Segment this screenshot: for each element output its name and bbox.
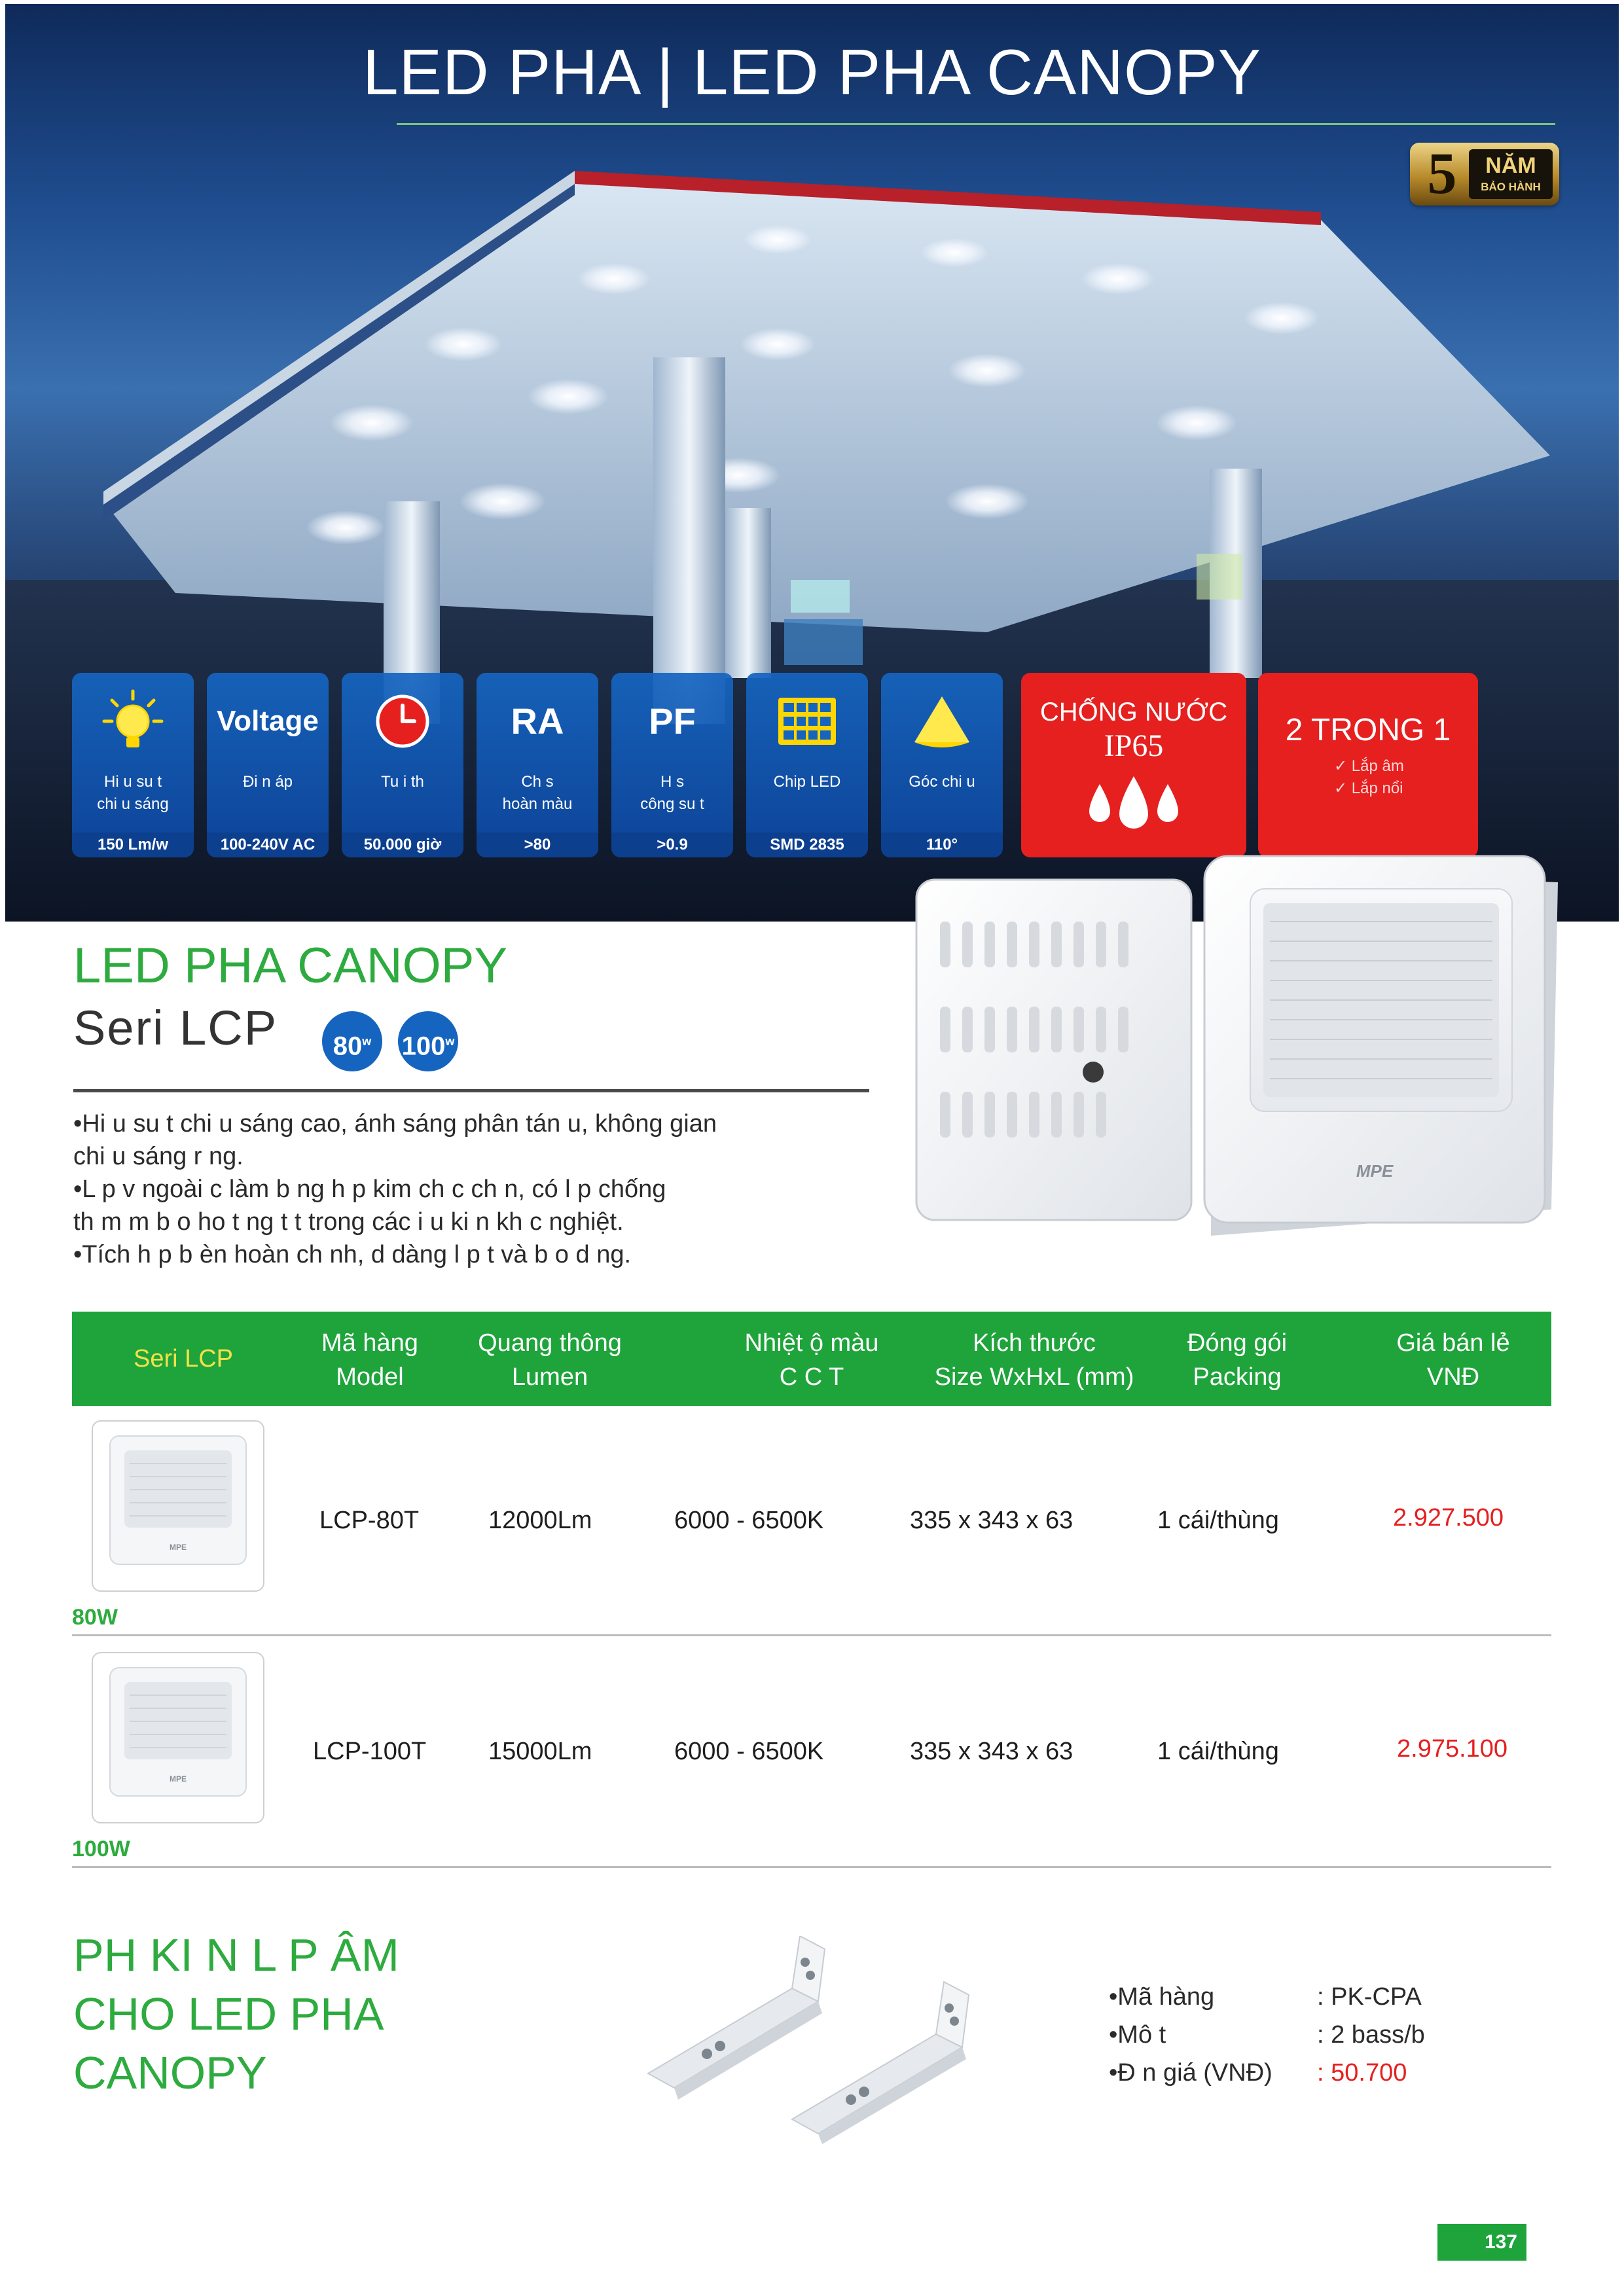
page-number: 137: [1437, 2224, 1526, 2261]
mount-option: ✓ Lắp âm: [1334, 757, 1404, 775]
accessory-title-line: CANOPY: [73, 2047, 267, 2098]
two-in-one-badge: [1258, 673, 1478, 857]
spec-price: [1109, 2059, 1407, 2087]
header-packing: [1152, 1326, 1322, 1394]
cell-cct: 6000 - 6500K: [674, 1738, 824, 1765]
feature-efficiency: [72, 673, 194, 857]
voltage-glyph: Voltage: [217, 705, 319, 737]
spec-label: •Đ n giá (VNĐ): [1109, 2059, 1272, 2087]
product-series: Seri LCP: [73, 1001, 278, 1055]
product-thumbnail-80w: [92, 1420, 264, 1592]
cell-packing: 1 cái/thùng: [1157, 1738, 1279, 1765]
lamp-brand: MPE: [1356, 1161, 1394, 1181]
two-in-one-title: 2 TRONG 1: [1285, 713, 1451, 747]
feature-label: Đi n áp: [242, 773, 293, 791]
header-line: VNĐ: [1426, 1363, 1480, 1391]
product-photo-lamp: [903, 843, 1564, 1275]
header-line: Lumen: [511, 1363, 588, 1391]
description-divider: [73, 1089, 869, 1092]
ra-icon: [477, 687, 598, 755]
waterproof-badge: [1021, 673, 1246, 857]
description-line: •L p v ngoài c làm b ng h p kim ch c ch n, có l p chống: [73, 1175, 666, 1203]
warranty-label-box: [1469, 149, 1553, 199]
page-title: LED PHA | LED PHA CANOPY: [363, 36, 1261, 108]
clock-icon: [342, 687, 463, 755]
cell-cct: 6000 - 6500K: [674, 1507, 824, 1534]
cell-size: 335 x 343 x 63: [910, 1507, 1074, 1534]
mounting-bracket-photo: [628, 1936, 1041, 2145]
watt-value: 100: [401, 1031, 446, 1061]
header-line: Giá bán lẻ: [1396, 1329, 1510, 1357]
product-description: [73, 1107, 885, 1271]
row-watt-label: 80W: [72, 1605, 118, 1630]
pf-icon: [611, 687, 733, 755]
voltage-icon: [207, 687, 329, 755]
watt-value: 80: [333, 1031, 363, 1061]
feature-value: 100-240V AC: [207, 833, 329, 857]
row-watt-label: 100W: [72, 1837, 130, 1861]
beam-angle-icon: [881, 687, 1003, 755]
feature-label: Ch s hoàn màu: [502, 773, 573, 813]
cell-lumen: 15000Lm: [488, 1738, 592, 1765]
header-line: Model: [336, 1363, 404, 1391]
spec-value: : 2 bass/b: [1317, 2021, 1425, 2049]
feature-label: Tu i th: [381, 773, 424, 791]
spec-value: : 50.700: [1317, 2059, 1407, 2087]
spec-label: •Mã hàng: [1109, 1983, 1215, 2011]
watt-badge-100: [398, 1011, 458, 1071]
feature-label: Chip LED: [773, 773, 841, 791]
waterproof-rating: IP65: [1104, 728, 1164, 763]
row-divider: [72, 1634, 1551, 1636]
chip-icon: [746, 687, 868, 755]
spec-table-header: [72, 1312, 1551, 1406]
thumb-brand: MPE: [169, 1774, 187, 1784]
description-line: th m m b o ho t ng t t trong các i u ki n kh c nghiệt.: [73, 1208, 624, 1236]
spec-value: : PK-CPA: [1317, 1983, 1422, 2011]
feature-label: Hi u su t chi u sáng: [97, 773, 169, 813]
warranty-text: BẢO HÀNH: [1481, 181, 1541, 193]
warranty-badge: [1410, 143, 1559, 206]
feature-value: 50.000 giờ: [342, 833, 463, 857]
accessory-title-line: CHO LED PHA: [73, 1988, 384, 2039]
header-line: Size WxHxL (mm): [934, 1363, 1134, 1391]
description-line: •Tích h p b èn hoàn ch nh, d dàng l p t và b o d ng.: [73, 1241, 632, 1268]
cell-lumen: 12000Lm: [488, 1507, 592, 1534]
spec-label: •Mô t: [1109, 2021, 1166, 2049]
feature-chip: [746, 673, 868, 857]
header-price: [1362, 1326, 1545, 1394]
cell-packing: 1 cái/thùng: [1157, 1507, 1279, 1534]
header-line: Packing: [1193, 1363, 1282, 1391]
accessory-title-line: PH KI N L P ÂM: [73, 1929, 399, 1981]
row-divider: [72, 1866, 1551, 1868]
spec-model: [1109, 1983, 1422, 2011]
description-line: •Hi u su t chi u sáng cao, ánh sáng phân tán u, không gian: [73, 1110, 717, 1138]
header-line: C C T: [779, 1363, 844, 1391]
feature-label: H s công su t: [640, 773, 704, 813]
waterproof-title: CHỐNG NƯỚC: [1039, 698, 1228, 726]
feature-value: >0.9: [611, 833, 733, 857]
feature-ra: [477, 673, 598, 857]
title-divider: [397, 123, 1555, 125]
bulb-icon: [72, 687, 194, 755]
feature-lifetime: [342, 673, 463, 857]
warranty-unit: NĂM: [1485, 153, 1536, 178]
watt-unit: w: [445, 1035, 455, 1048]
pf-glyph: PF: [649, 700, 696, 742]
header-line: Mã hàng: [321, 1329, 418, 1357]
header-size: [884, 1326, 1185, 1394]
feature-label: Góc chi u: [909, 773, 975, 791]
cell-model: LCP-100T: [313, 1738, 427, 1765]
spec-description: [1109, 2021, 1425, 2049]
watt-badge-80: [322, 1011, 382, 1071]
header-line: Kích thước: [973, 1329, 1096, 1357]
mount-option: ✓ Lắp nổi: [1334, 780, 1403, 797]
product-thumbnail-100w: [92, 1652, 264, 1823]
description-line: chi u sáng r ng.: [73, 1143, 244, 1170]
ra-glyph: RA: [511, 700, 564, 742]
feature-voltage: [207, 673, 329, 857]
header-series: Seri LCP: [133, 1345, 234, 1372]
cell-model: LCP-80T: [319, 1507, 420, 1534]
water-drops-icon: [1081, 771, 1186, 836]
watt-unit: w: [362, 1035, 372, 1048]
header-line: Đóng gói: [1187, 1329, 1288, 1357]
product-title: LED PHA CANOPY: [73, 938, 508, 994]
feature-value: SMD 2835: [746, 833, 868, 857]
header-lumen: [452, 1326, 648, 1394]
feature-value: >80: [477, 833, 598, 857]
thumb-brand: MPE: [169, 1543, 187, 1552]
header-line: Nhiệt ộ màu: [744, 1329, 879, 1357]
feature-pf: [611, 673, 733, 857]
header-line: Quang thông: [478, 1329, 622, 1357]
cell-price: 2.927.500: [1393, 1504, 1504, 1532]
warranty-years: 5: [1427, 141, 1457, 206]
feature-beam-angle: [881, 673, 1003, 857]
cell-size: 335 x 343 x 63: [910, 1738, 1074, 1765]
feature-value: 110°: [881, 833, 1003, 857]
header-model: [301, 1326, 439, 1394]
mount-options: [1334, 755, 1404, 800]
feature-value: 150 Lm/w: [72, 833, 194, 857]
cell-price: 2.975.100: [1397, 1735, 1508, 1763]
accessory-title: [73, 1926, 399, 2102]
